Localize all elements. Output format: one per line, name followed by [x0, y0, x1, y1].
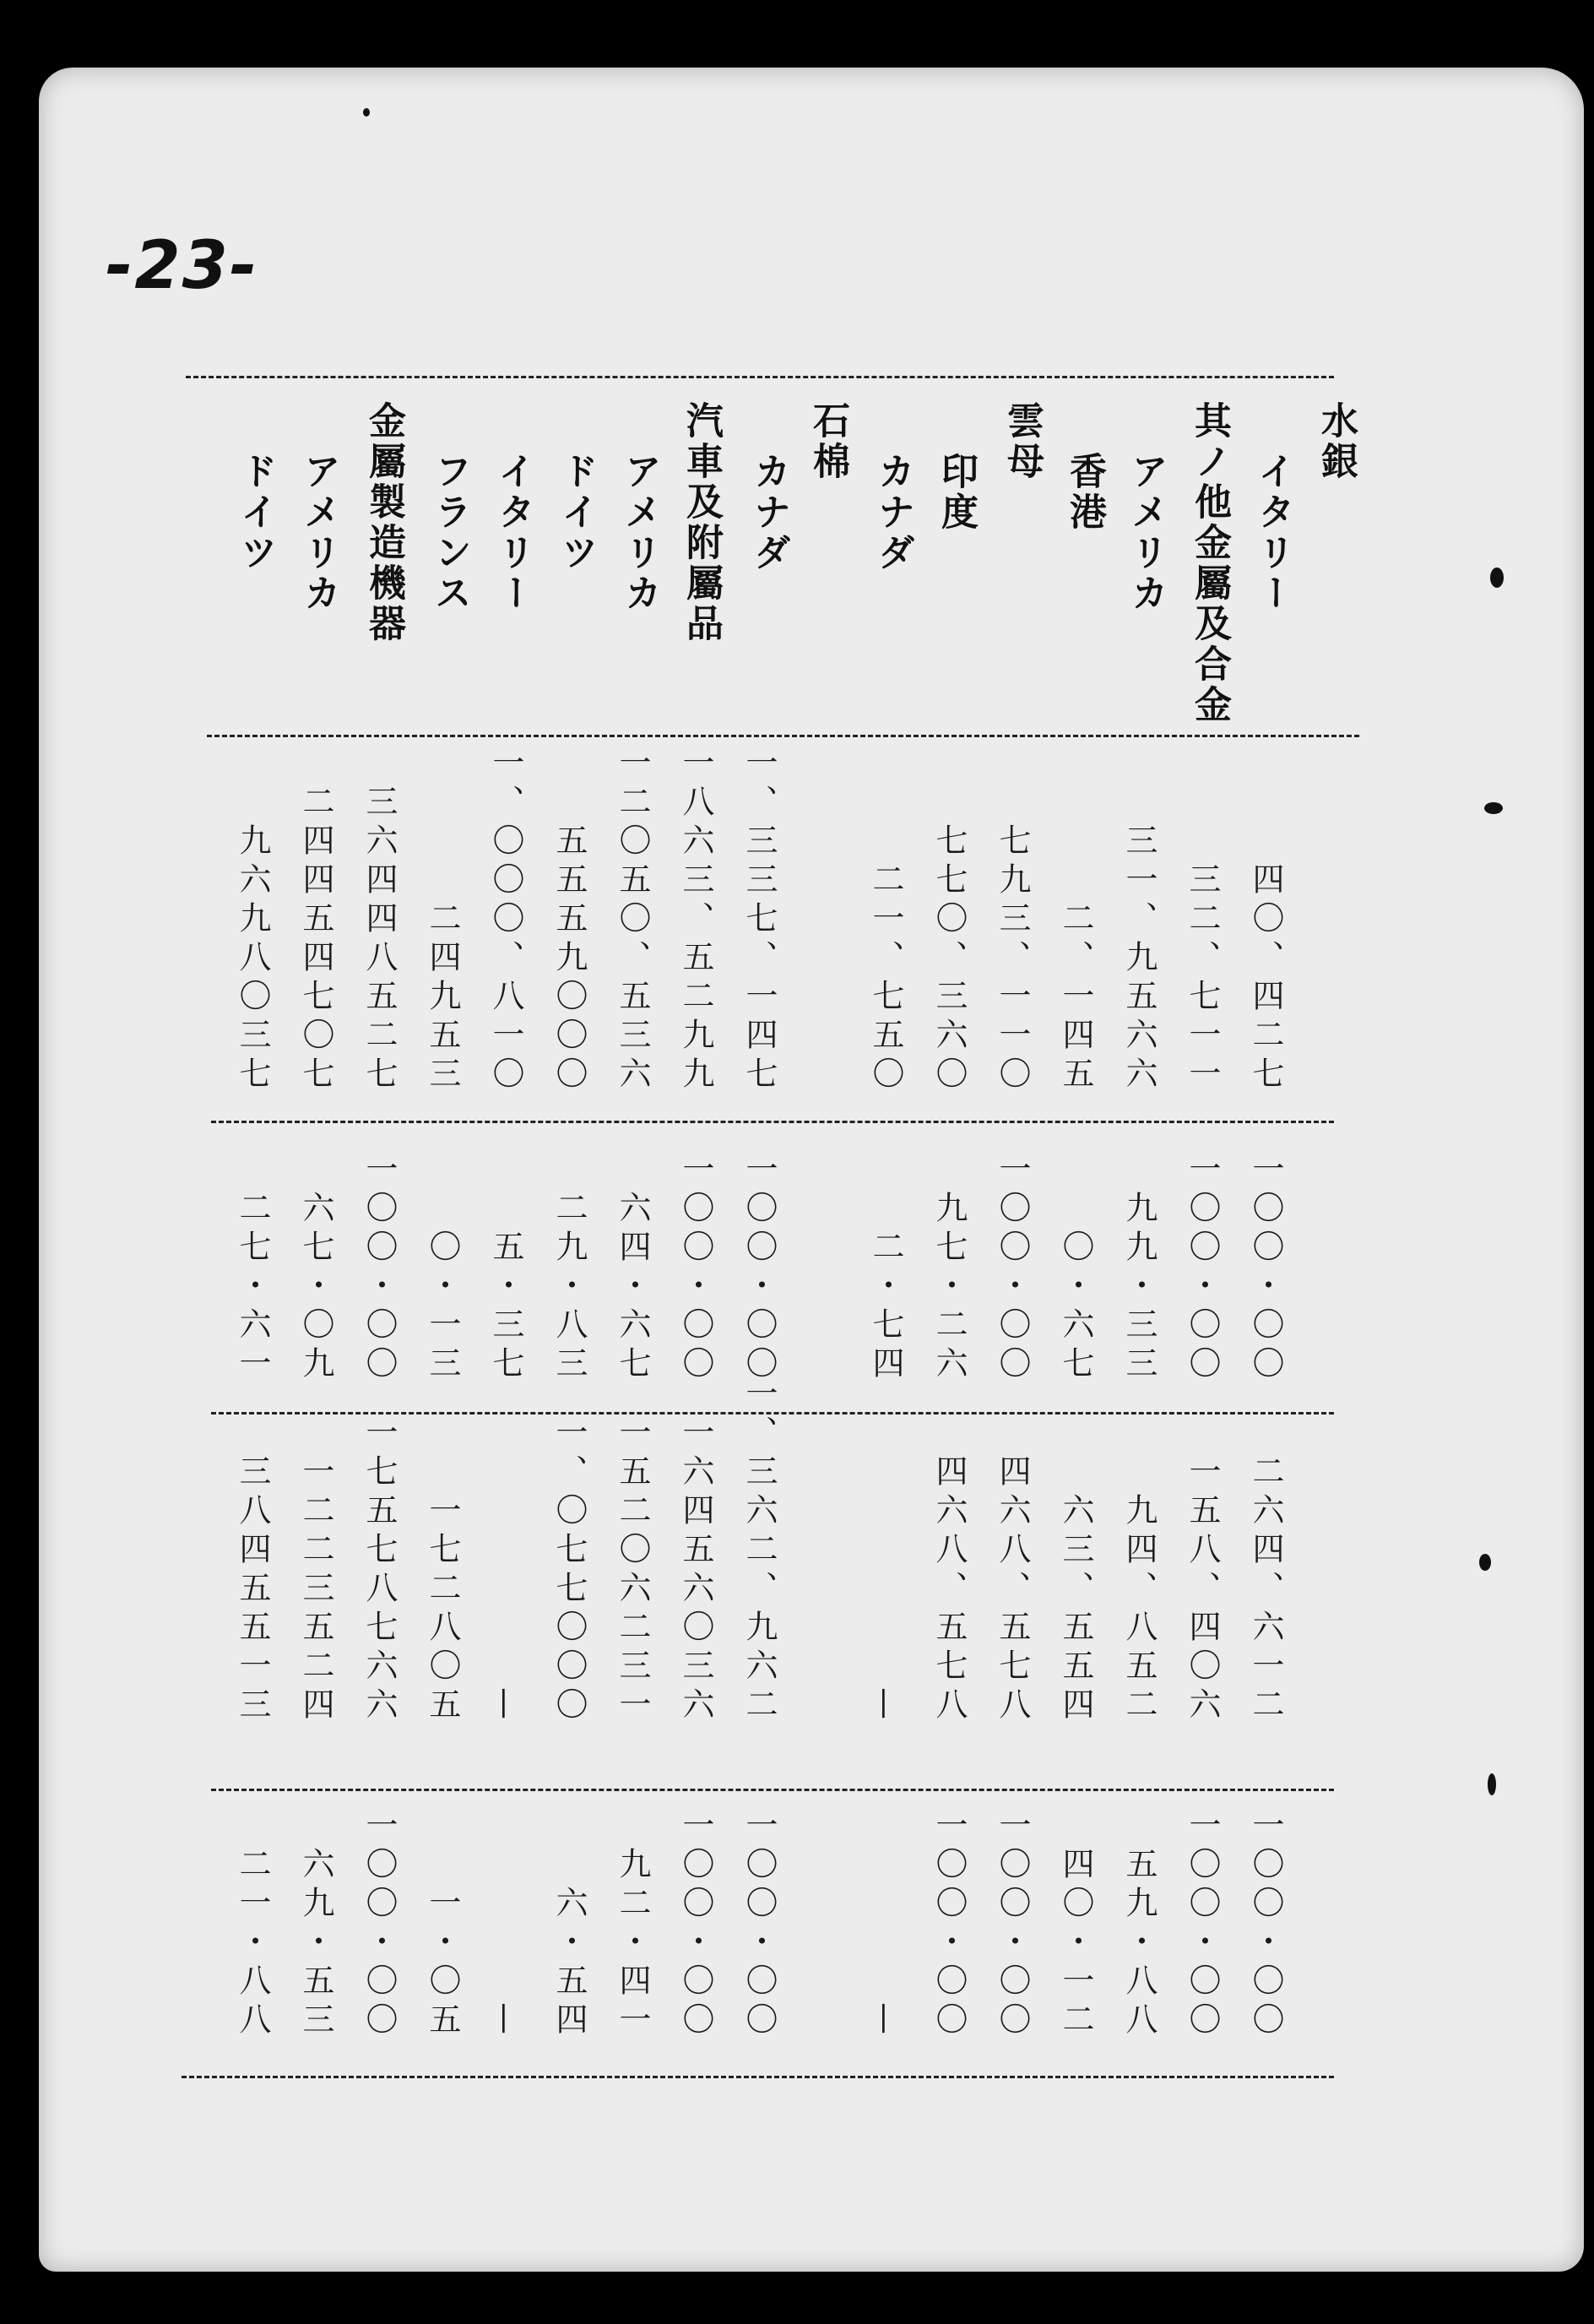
value-cell: 一五八、四〇六	[1184, 1454, 1221, 1726]
value-cell: 一二〇五〇、五三六	[614, 746, 651, 1095]
row-label: 水銀	[1315, 401, 1358, 482]
percent-cell: 二九・八三	[550, 1191, 588, 1385]
value-cell: 一七五七八七六六	[361, 1415, 398, 1726]
percent-cell: 一〇〇・〇〇	[740, 1152, 778, 1385]
row-label: 石棉	[806, 401, 849, 482]
percent-cell: 六四・六七	[614, 1191, 651, 1385]
percent-cell: 二・七四	[867, 1230, 904, 1385]
percent-cell: 一・〇五	[424, 1886, 461, 2041]
value-cell: 一二二三五二四	[297, 1454, 334, 1726]
row-label: カナダ	[747, 452, 790, 573]
percent-cell: 六・五四	[550, 1886, 588, 2041]
percent-cell: 一〇〇・〇〇	[1247, 1808, 1284, 2041]
percent-cell: 一〇〇・〇〇	[677, 1152, 714, 1385]
value-cell: 一、〇七七〇〇〇	[550, 1415, 588, 1726]
percent-cell: 五九・八八	[1120, 1847, 1158, 2041]
value-cell: 一、三三七、一四七	[740, 746, 778, 1095]
value-cell: 二、一四五	[1057, 901, 1094, 1095]
percent-cell: 〇・一三	[424, 1230, 461, 1385]
row-label: アメリカ	[297, 452, 340, 614]
value-cell: 一七二八〇五	[424, 1493, 461, 1726]
value-cell: 三一、九五六六	[1120, 823, 1158, 1095]
row-label: カナダ	[871, 452, 914, 573]
value-cell: 一八六三、五二九九	[677, 746, 714, 1095]
percent-cell: 六九・五三	[297, 1847, 334, 2041]
value-cell: 九六九八〇三七	[234, 823, 271, 1095]
row-label: フランス	[428, 452, 471, 614]
ink-speck	[363, 108, 370, 117]
value-cell: 六三、五五四	[1057, 1493, 1094, 1726]
percent-cell: 九九・三三	[1120, 1191, 1158, 1385]
percent-cell: 一〇〇・〇〇	[1184, 1808, 1221, 2041]
value-cell: 七九三、一一〇	[994, 823, 1031, 1095]
percent-cell: 一〇〇・〇〇	[930, 1808, 968, 2041]
table-bottom-rule	[182, 2076, 1334, 2078]
value-cell: 四〇、四二七	[1247, 862, 1284, 1095]
ink-speck	[1484, 802, 1503, 814]
percent-cell: 六七・〇九	[297, 1191, 334, 1385]
percent-cell: 一〇〇・〇〇	[361, 1808, 398, 2041]
value-cell: 五五五九〇〇〇	[550, 823, 588, 1095]
value-cell: 二四九五三	[424, 901, 461, 1095]
percent-cell: 九二・四一	[614, 1847, 651, 2041]
value-cell: 二四四五四七〇七	[297, 785, 334, 1095]
value-cell: 一、三六二、九六二	[740, 1376, 778, 1726]
value-cell: 三八四五五一三	[234, 1454, 271, 1726]
value-cell: 一六四五六〇三六	[677, 1415, 714, 1726]
value-cell: 九四、八五二	[1120, 1493, 1158, 1726]
value-cell: 二一、七五〇	[867, 862, 904, 1095]
percent-cell: 四〇・一二	[1057, 1847, 1094, 2041]
value-cell: 一、〇〇〇、八一〇	[487, 746, 524, 1095]
percent-cell: 一〇〇・〇〇	[1184, 1152, 1221, 1385]
value-cell: —	[487, 1687, 524, 1726]
value-cell: 四六八、五七八	[930, 1454, 968, 1726]
row-label: 雲母	[1000, 401, 1044, 482]
page-number: -23-	[106, 228, 259, 304]
percent-cell: 二一・八八	[234, 1847, 271, 2041]
percent-cell: 一〇〇・〇〇	[1247, 1152, 1284, 1385]
row-label: 汽車及附屬品	[680, 401, 723, 644]
percent-cell: 〇・六七	[1057, 1230, 1094, 1385]
row-label: 金屬製造機器	[362, 401, 405, 644]
row-label: アメリカ	[1125, 452, 1168, 614]
percent-cell: 一〇〇・〇〇	[361, 1152, 398, 1385]
ink-speck	[1479, 1554, 1491, 1571]
row-label: イタリー	[491, 452, 534, 614]
percent-cell: —	[487, 2002, 524, 2041]
column3-divider-rule	[211, 1789, 1334, 1791]
header-rule-top	[186, 376, 1334, 378]
percent-cell: 一〇〇・〇〇	[994, 1152, 1031, 1385]
row-label: アメリカ	[618, 452, 661, 614]
row-label: ドイツ	[555, 452, 598, 573]
value-cell: —	[867, 1687, 904, 1726]
percent-cell: 二七・六一	[234, 1191, 271, 1385]
percent-cell: 一〇〇・〇〇	[994, 1808, 1031, 2041]
ink-speck	[1490, 567, 1504, 588]
percent-cell: —	[867, 2002, 904, 2041]
value-cell: 七七〇、三六〇	[930, 823, 968, 1095]
column1-divider-rule	[211, 1121, 1334, 1123]
ink-speck	[1488, 1773, 1496, 1795]
row-label: 其ノ他金屬及合金	[1188, 401, 1231, 725]
row-label: 香港	[1063, 452, 1106, 533]
label-divider-rule	[207, 735, 1359, 737]
percent-cell: 一〇〇・〇〇	[677, 1808, 714, 2041]
value-cell: 三二、七一一	[1184, 862, 1221, 1095]
value-cell: 四六八、五七八	[994, 1454, 1031, 1726]
percent-cell: 九七・二六	[930, 1191, 968, 1385]
row-label: ドイツ	[234, 452, 277, 573]
value-cell: 三六四四八五二七	[361, 785, 398, 1095]
percent-cell: 五・三七	[487, 1230, 524, 1385]
row-label: イタリー	[1251, 452, 1294, 614]
value-cell: 一五二〇六二三一	[614, 1415, 651, 1726]
percent-cell: 一〇〇・〇〇	[740, 1808, 778, 2041]
row-label: 印度	[935, 452, 978, 533]
value-cell: 二六四、六一二	[1247, 1454, 1284, 1726]
